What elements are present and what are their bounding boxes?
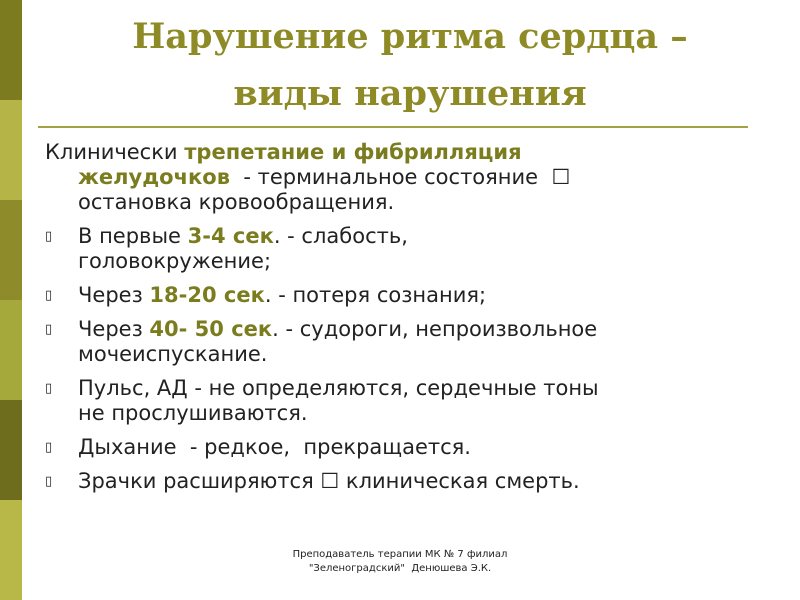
bullet-icon: ▯ xyxy=(45,229,53,244)
item-highlight: 40- 50 сек xyxy=(149,317,273,341)
sidebar-segment xyxy=(0,100,22,200)
list-item xyxy=(45,435,745,460)
item-text: Через xyxy=(78,317,150,341)
slide-footer xyxy=(250,548,550,576)
sidebar-segment xyxy=(0,500,22,600)
intro-highlight-2: желудочков xyxy=(78,165,230,189)
item-highlight: 3-4 сек xyxy=(187,224,274,248)
list-item xyxy=(45,317,745,367)
sidebar-segment xyxy=(0,300,22,400)
item-text: Через xyxy=(78,283,150,307)
intro-suffix: - терминальное состояние xyxy=(229,165,552,189)
item-text: В первые xyxy=(78,224,188,248)
item-text-suffix: . - судороги, непроизвольное xyxy=(272,317,598,341)
sidebar-segment xyxy=(0,0,22,100)
bullet-icon: ▯ xyxy=(45,288,53,303)
item-text-line2: не прослушиваются. xyxy=(78,401,308,425)
intro-highlight-1: трепетание и фибрилляция xyxy=(184,140,522,164)
bullet-icon: ▯ xyxy=(45,322,53,337)
arrow-icon: ☐ xyxy=(551,165,571,189)
bullet-icon: ▯ xyxy=(45,381,53,396)
list-item xyxy=(45,283,745,308)
decorative-sidebar xyxy=(0,0,22,600)
slide-title xyxy=(30,8,790,122)
slide-content xyxy=(45,140,745,503)
footer-line-2: "Зеленоградский" Денюшева Э.К. xyxy=(308,563,492,574)
intro-paragraph xyxy=(45,140,745,215)
item-text-suffix: ☐ клиническая смерть. xyxy=(320,469,580,493)
list-item xyxy=(45,376,745,426)
item-text-suffix: . - слабость, xyxy=(273,224,408,248)
title-line-1: Нарушение ритма сердца – xyxy=(132,16,688,57)
item-text: Дыхание - редкое, прекращается. xyxy=(78,435,471,459)
sidebar-segment xyxy=(0,200,22,300)
title-divider xyxy=(38,126,748,128)
item-text: Пульс, АД - не определяются, сердечные тоны xyxy=(78,376,599,400)
bullet-icon: ▯ xyxy=(45,474,53,489)
title-line-2: виды нарушения xyxy=(233,73,587,114)
list-item xyxy=(45,224,745,274)
item-text-line2: головокружение; xyxy=(78,249,272,273)
item-text-line2: мочеиспускание. xyxy=(78,342,268,366)
item-highlight: 18-20 сек xyxy=(149,283,265,307)
bullet-icon: ▯ xyxy=(45,440,53,455)
list-item xyxy=(45,469,745,494)
item-text-suffix: . - потеря сознания; xyxy=(264,283,487,307)
intro-line-3: остановка кровообращения. xyxy=(78,190,395,214)
item-text: Зрачки расширяются xyxy=(78,469,321,493)
sidebar-segment xyxy=(0,400,22,500)
intro-prefix: Клинически xyxy=(45,140,185,164)
footer-line-1: Преподаватель терапии МК № 7 филиал xyxy=(292,549,508,560)
